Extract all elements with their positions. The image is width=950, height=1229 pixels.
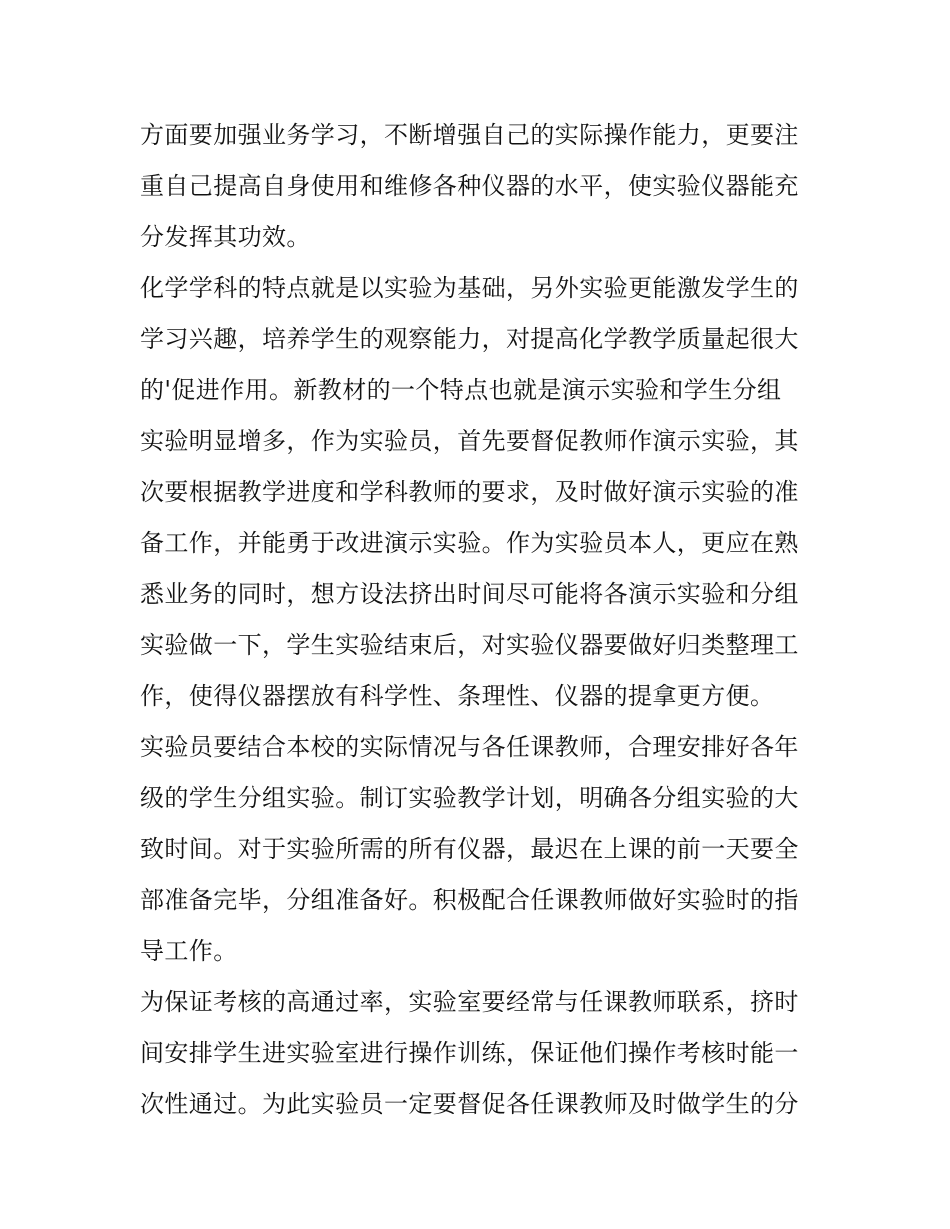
- text-line: 实验员要结合本校的实际情况与各任课教师，合理安排好各年: [140, 733, 799, 761]
- text-line: 分发挥其功效。: [140, 223, 311, 251]
- text-line: 作，使得仪器摆放有科学性、条理性、仪器的提拿更方便。: [140, 682, 775, 710]
- text-line: 实验做一下，学生实验结束后，对实验仪器要做好归类整理工: [140, 631, 799, 659]
- text-line: 的'促进作用。新教材的一个特点也就是演示实验和学生分组: [140, 376, 782, 404]
- text-line: 悉业务的同时，想方设法挤出时间尽可能将各演示实验和分组: [140, 580, 799, 608]
- text-line: 备工作，并能勇于改进演示实验。作为实验员本人，更应在熟: [140, 529, 799, 557]
- text-line: 实验明显增多，作为实验员，首先要督促教师作演示实验，其: [140, 427, 799, 455]
- text-line: 重自己提高自身使用和维修各种仪器的水平，使实验仪器能充: [140, 172, 799, 200]
- document-body: [140, 110, 820, 1130]
- text-line: 级的学生分组实验。制订实验教学计划，明确各分组实验的大: [140, 784, 799, 812]
- text-line: 次要根据教学进度和学科教师的要求，及时做好演示实验的准: [140, 478, 799, 506]
- text-line: 学习兴趣，培养学生的观察能力，对提高化学教学质量起很大: [140, 325, 799, 353]
- text-line: 为保证考核的高通过率，实验室要经常与任课教师联系，挤时: [140, 988, 799, 1016]
- text-line: 化学学科的特点就是以实验为基础，另外实验更能激发学生的: [140, 274, 799, 302]
- text-line: 方面要加强业务学习，不断增强自己的实际操作能力，更要注: [140, 121, 799, 149]
- text-line: 导工作。: [140, 937, 238, 965]
- text-line: 致时间。对于实验所需的所有仪器，最迟在上课的前一天要全: [140, 835, 799, 863]
- text-line: 间安排学生进实验室进行操作训练，保证他们操作考核时能一: [140, 1039, 799, 1067]
- text-line: 部准备完毕，分组准备好。积极配合任课教师做好实验时的指: [140, 886, 799, 914]
- text-line: 次性通过。为此实验员一定要督促各任课教师及时做学生的分: [140, 1090, 799, 1118]
